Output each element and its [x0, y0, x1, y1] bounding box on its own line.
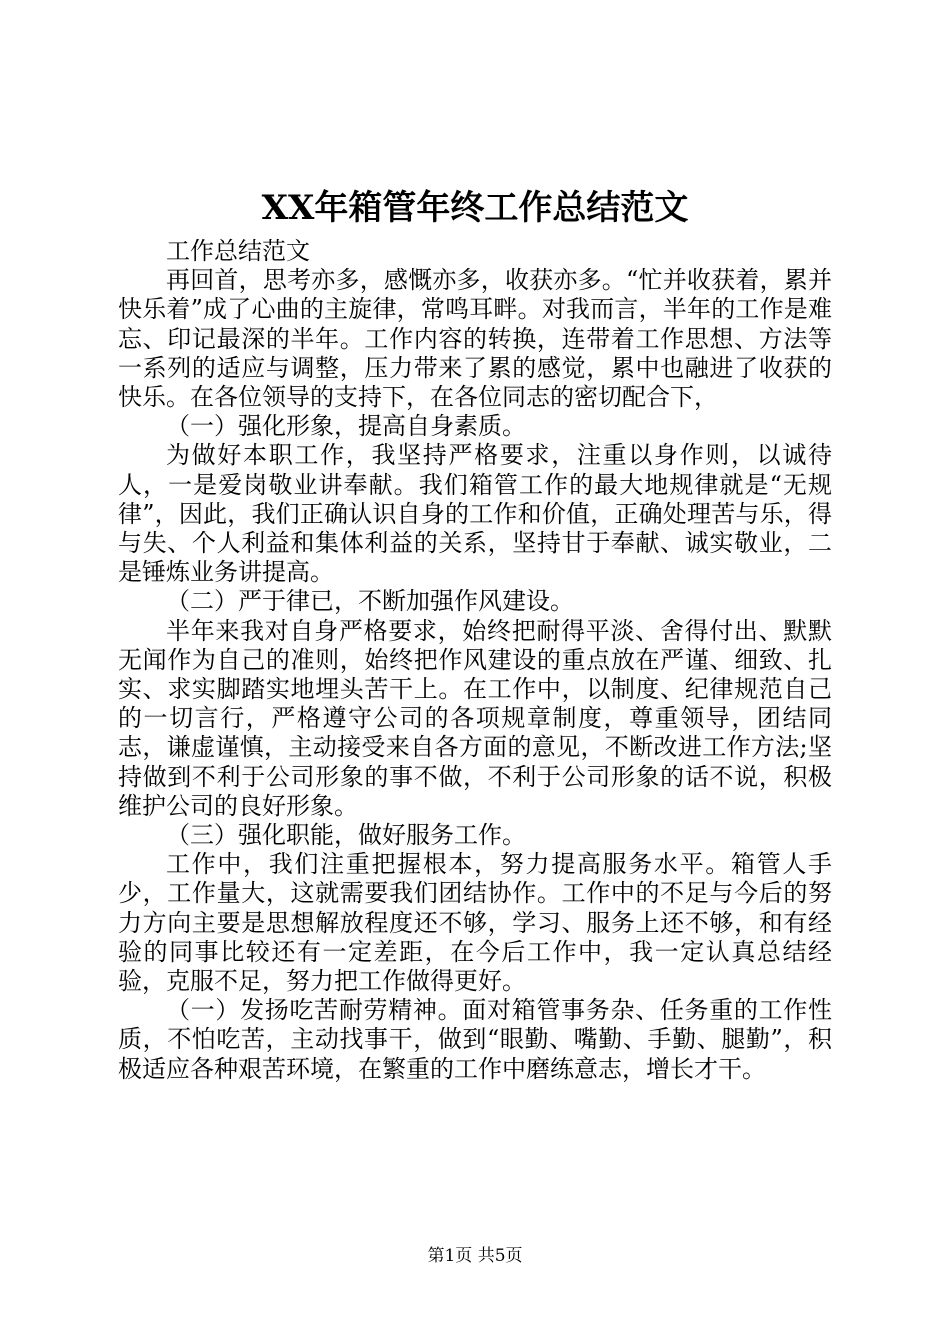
paragraph: 工作中，我们注重把握根本，努力提高服务水平。箱管人手少，工作量大，这就需要我们团结协作。工作中的不足与今后的努力方向主要是思想解放程度还不够，学习、服务上还不够，和有经验的同事比较还有一定差距，在今后工作中，我一定认真总结经验，克服不足，努力把工作做得更好。 — [118, 850, 832, 996]
section-heading: （一）强化形象，提高自身素质。 — [166, 412, 526, 441]
paragraph: 为做好本职工作，我坚持严格要求，注重以身作则，以诚待人，一是爱岗敬业讲奉献。我们箱管工作的最大地规律就是“无规律”，因此，我们正确认识自身的工作和价值，正确处理苦与乐，得与失、个人利益和集体利益的关系，坚持甘于奉献、诚实敬业，二是锤炼业务讲提高。 — [118, 441, 832, 587]
paragraph: 半年来我对自身严格要求，始终把耐得平淡、舍得付出、默默无闻作为自己的准则，始终把作风建设的重点放在严谨、细致、扎实、求实脚踏实地埋头苦干上。在工作中，以制度、纪律规范自己的一切言行，严格遵守公司的各项规章制度，尊重领导，团结同志，谦虚谨慎，主动接受来自各方面的意见，不断改进工作方法;坚持做到不利于公司形象的事不做，不利于公司形象的话不说，积极维护公司的良好形象。 — [118, 616, 832, 820]
section-heading: （三）强化职能，做好服务工作。 — [166, 821, 526, 850]
paragraph: （一）发扬吃苦耐劳精神。面对箱管事务杂、任务重的工作性质，不怕吃苦，主动找事干，做到“眼勤、嘴勤、手勤、腿勤”，积极适应各种艰苦环境，在繁重的工作中磨练意志，增长才干。 — [118, 996, 832, 1083]
document-body — [118, 237, 832, 1084]
paragraph: 再回首，思考亦多，感慨亦多，收获亦多。“忙并收获着，累并快乐着”成了心曲的主旋律，常鸣耳畔。对我而言，半年的工作是难忘、印记最深的半年。工作内容的转换，连带着工作思想、方法等一系列的适应与调整，压力带来了累的感觉，累中也融进了收获的快乐。在各位领导的支持下，在各位同志的密切配合下， — [118, 266, 832, 412]
document-title: XX年箱管年终工作总结范文 — [261, 188, 689, 228]
page-footer: 第1页 共5页 — [427, 1246, 523, 1266]
section-heading: （二）严于律已，不断加强作风建设。 — [166, 587, 574, 616]
paragraph: 工作总结范文 — [166, 237, 310, 265]
